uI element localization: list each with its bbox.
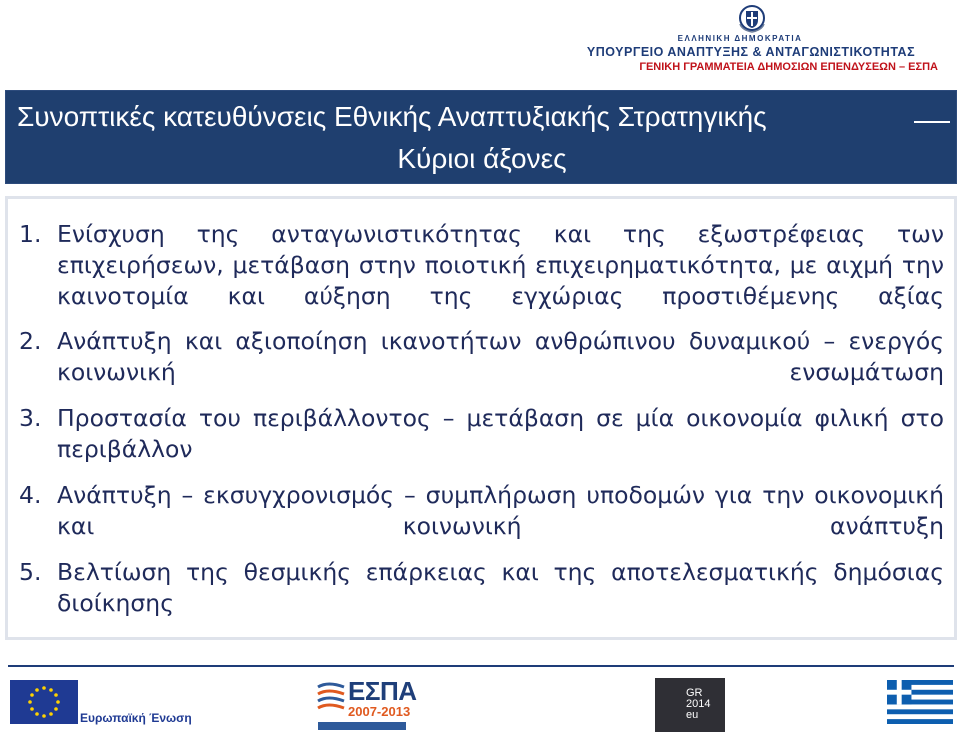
greek-flag-icon xyxy=(887,680,953,724)
ministry-country-label: ΕΛΛΗΝΙΚΗ ΔΗΜΟΚΡΑΤΙΑ xyxy=(677,34,803,43)
espa-years: 2007-2013 xyxy=(348,704,411,719)
list-item xyxy=(19,219,944,343)
list-item-number: 3. xyxy=(19,404,42,432)
ministry-name-label: ΥΠΟΥΡΓΕΙΟ ΑΝΑΠΤΥΞΗΣ & ΑΝΤΑΓΩΝΙΣΤΙΚΟΤΗΤΑΣ xyxy=(586,45,916,59)
list-item-number: 4. xyxy=(19,481,42,509)
page-subtitle: Κύριοι άξονες xyxy=(397,143,567,174)
title-bar xyxy=(5,90,957,184)
hellenic-emblem-icon xyxy=(736,4,768,34)
list-item-text: Ανάπτυξη – εκσυγχρονισμός – συμπλήρωση υποδομών για την οικονομική και κοινωνική ανάπτυξη xyxy=(57,481,944,540)
espa-strip xyxy=(318,722,406,730)
list-item xyxy=(19,557,944,650)
list-item-number: 5. xyxy=(19,558,42,586)
eu-label: Ευρωπαϊκή Ένωση xyxy=(80,711,192,725)
list-item-text: Ενίσχυση της ανταγωνιστικότητας και της εξωστρέφειας των επιχειρήσεων, μετάβαση στην ποιοτική επιχειρηματικότητα, με αιχμή την καινοτομία και αύξηση της εγχώριας προστιθέμενης αξίας xyxy=(57,220,944,310)
footer-divider xyxy=(8,665,954,667)
content-box xyxy=(5,196,957,640)
eu-flag-icon xyxy=(10,680,78,724)
page-title: Συνοπτικές κατευθύνσεις Εθνικής Αναπτυξιακής Στρατηγικής xyxy=(17,101,767,132)
title-dash xyxy=(914,121,950,123)
gr2014-logo-text: GR 2014 eu xyxy=(686,687,711,721)
list-item-text: Βελτίωση της θεσμικής επάρκειας και της αποτελεσματικής δημόσιας διοίκησης xyxy=(57,558,944,617)
list-item-number: 2. xyxy=(19,327,42,355)
ministry-logo xyxy=(560,4,952,74)
espa-logo-icon xyxy=(316,681,346,715)
espa-title: ΕΣΠΑ xyxy=(348,676,417,706)
list-item-text: Προστασία του περιβάλλοντος – μετάβαση σε μία οικονομία φιλική στο περιβάλλον xyxy=(57,404,944,463)
list-item-text: Ανάπτυξη και αξιοποίηση ικανοτήτων ανθρώπινου δυναμικού – ενεργός κοινωνική ενσωμάτωση xyxy=(57,327,944,386)
list-item-number: 1. xyxy=(19,220,42,248)
secretariat-label: ΓΕΝΙΚΗ ΓΡΑΜΜΑΤΕΙΑ ΔΗΜΟΣΙΩΝ ΕΠΕΝΔΥΣΕΩΝ – ΕΣΠΑ xyxy=(639,61,938,73)
